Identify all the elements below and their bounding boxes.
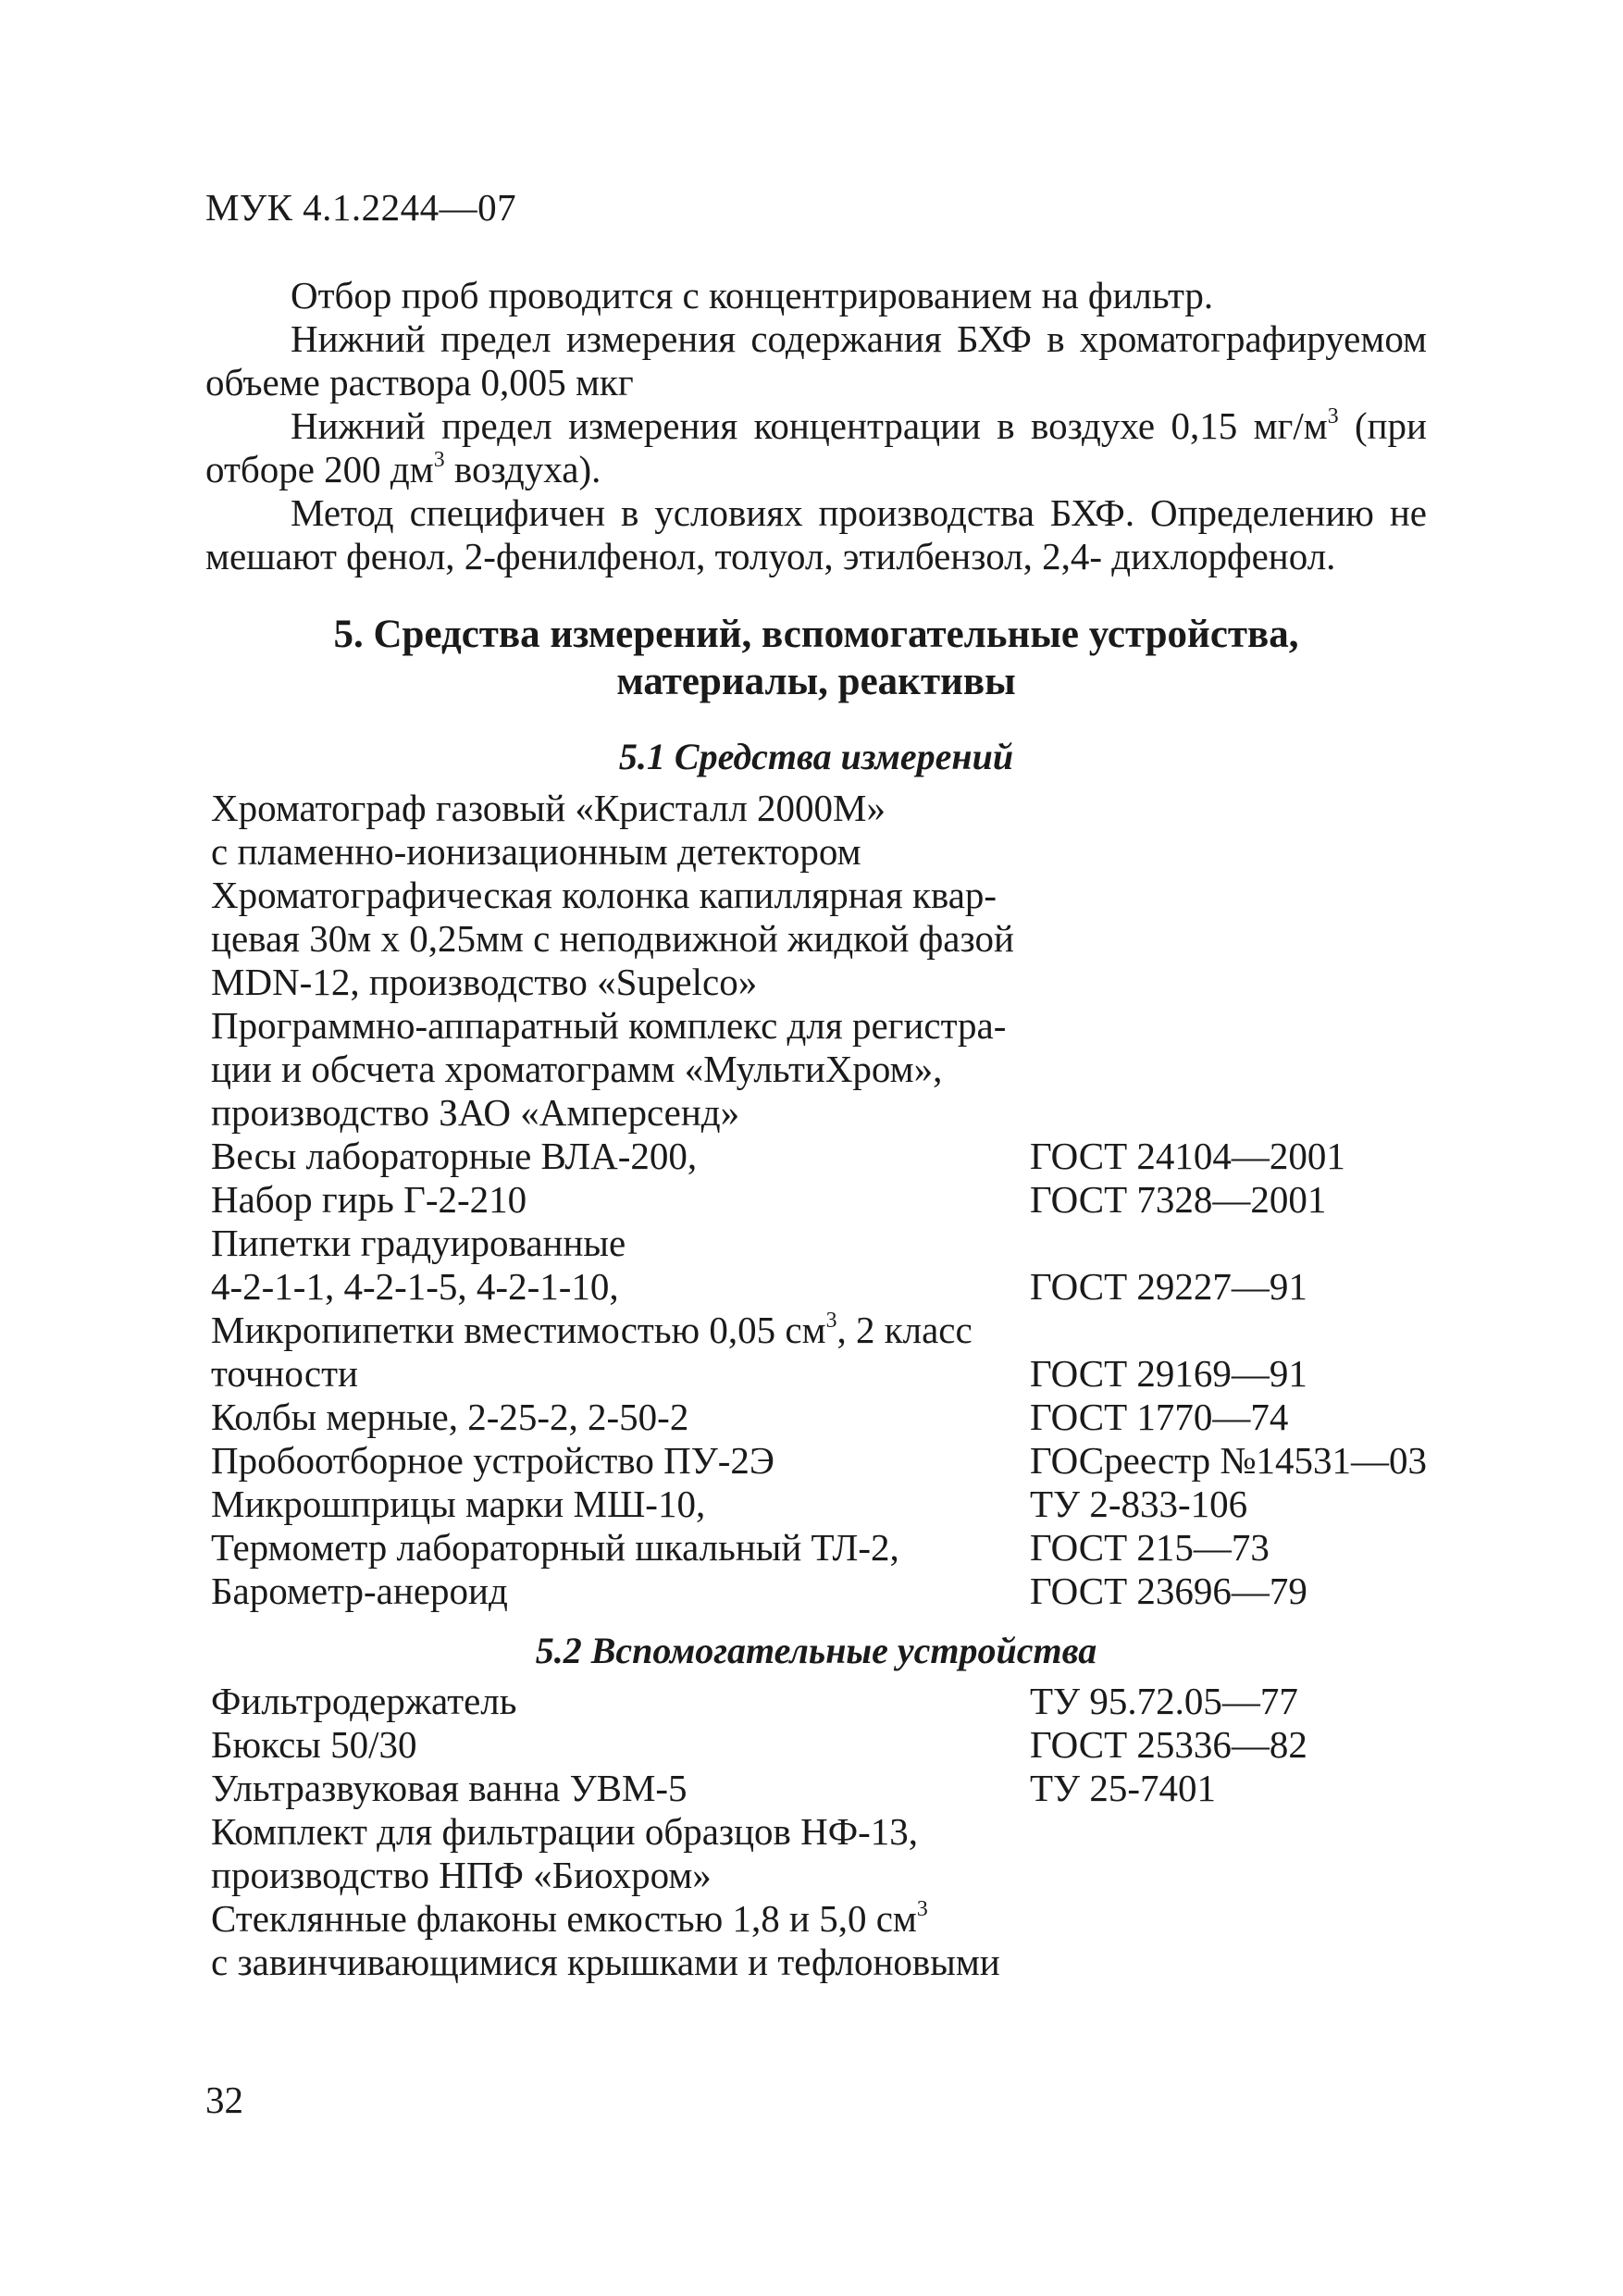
- list-item: [211, 787, 1506, 830]
- item-name: точности: [211, 1352, 358, 1395]
- item-standard: ТУ 25-7401: [1030, 1767, 1216, 1809]
- document-code: МУК 4.1.2244—07: [205, 186, 517, 229]
- list-item: [211, 1570, 1506, 1613]
- list-item: [211, 1439, 1506, 1483]
- list-item: [211, 1483, 1506, 1526]
- intro-p3-superscript-1: 3: [1327, 403, 1339, 428]
- item-name: Барометр-анероид: [211, 1570, 508, 1612]
- auxiliary-devices-list: [211, 1680, 1506, 1984]
- item-name: 4-2-1-1, 4-2-1-5, 4-2-1-10,: [211, 1265, 619, 1308]
- item-name-superscript: 3: [825, 1308, 837, 1333]
- list-item: [211, 1396, 1506, 1439]
- item-name: Программно-аппаратный комплекс для регистра-: [211, 1004, 1007, 1047]
- item-standard: ТУ 2-833-106: [1030, 1483, 1248, 1525]
- intro-paragraph-lower-limit-air: [205, 404, 1427, 491]
- item-name: Микрошприцы марки МШ-10,: [211, 1483, 706, 1525]
- item-name: цевая 30м х 0,25мм с неподвижной жидкой фазой: [211, 917, 1014, 960]
- item-name: производство ЗАО «Амперсенд»: [211, 1091, 740, 1134]
- list-item: [211, 1178, 1506, 1222]
- item-name: Ультразвуковая ванна УВМ-5: [211, 1767, 688, 1809]
- list-item: [211, 1004, 1506, 1048]
- item-standard: ГОСТ 29227—91: [1030, 1265, 1307, 1308]
- item-standard: ГОСреестр №14531—03: [1030, 1439, 1428, 1482]
- intro-p3-text-a: Нижний предел измерения концентрации в воздухе 0,15 мг/м: [291, 404, 1328, 447]
- item-name: Хроматограф газовый «Кристалл 2000М»: [211, 787, 886, 829]
- item-name: [211, 1897, 1030, 1941]
- list-item: [211, 1135, 1506, 1178]
- intro-paragraph-sampling: Отбор проб проводится с концентрированием на фильтр.: [291, 274, 1214, 316]
- section-title-line-2: материалы, реактивы: [616, 660, 1016, 703]
- list-item: [211, 1680, 1506, 1723]
- item-name: Пипетки градуированные: [211, 1222, 626, 1264]
- list-item: [211, 1941, 1506, 1984]
- item-name-superscript: 3: [916, 1896, 928, 1921]
- item-standard: ГОСТ 25336—82: [1030, 1723, 1307, 1766]
- section-title: [205, 611, 1427, 705]
- item-standard: ТУ 95.72.05—77: [1030, 1680, 1298, 1722]
- intro-text: [205, 274, 1427, 578]
- item-name: Фильтродержатель: [211, 1680, 517, 1722]
- item-standard: ГОСТ 1770—74: [1030, 1396, 1289, 1438]
- item-name: Набор гирь Г-2-210: [211, 1178, 527, 1221]
- list-item: [211, 1810, 1506, 1854]
- item-name: MDN-12, производство «Supelco»: [211, 961, 758, 1003]
- intro-paragraph-specificity: Метод специфичен в условиях производства БХФ. Определению не мешают фенол, 2-фенилфенол, толуол, этилбензол, 2,4- дихлорфенол.: [205, 491, 1427, 577]
- item-name: Пробоотборное устройство ПУ-2Э: [211, 1439, 774, 1482]
- list-item: [211, 1897, 1506, 1941]
- item-name: Термометр лабораторный шкальный ТЛ-2,: [211, 1526, 899, 1569]
- list-item: [211, 1091, 1506, 1135]
- list-item: [211, 1526, 1506, 1570]
- list-item: [211, 830, 1506, 874]
- list-item: [211, 874, 1506, 917]
- item-name: с пламенно-ионизационным детектором: [211, 830, 861, 873]
- item-name: Хроматографическая колонка капиллярная квар-: [211, 874, 997, 916]
- intro-p3-text-b: (при отборе 200 дм: [205, 404, 1427, 490]
- item-standard: ГОСТ 23696—79: [1030, 1570, 1307, 1612]
- item-name: Комплект для фильтрации образцов НФ-13,: [211, 1810, 919, 1853]
- item-name-text-b: , 2 класс: [836, 1309, 973, 1351]
- item-name: Бюксы 50/30: [211, 1723, 417, 1766]
- item-name: [211, 1309, 1030, 1352]
- intro-paragraph-lower-limit-solution: Нижний предел измерения содержания БХФ в хроматографируемом объеме раствора 0,005 мкг: [205, 317, 1427, 403]
- list-item: [211, 1265, 1506, 1309]
- item-name: производство НПФ «Биохром»: [211, 1854, 712, 1896]
- list-item: [211, 1352, 1506, 1396]
- item-standard: ГОСТ 24104—2001: [1030, 1135, 1345, 1177]
- section-title-line-1: 5. Средства измерений, вспомогательные устройства,: [333, 613, 1299, 656]
- item-standard: ГОСТ 7328—2001: [1030, 1178, 1327, 1221]
- list-item: [211, 917, 1506, 961]
- item-name: ции и обсчета хроматограмм «МультиХром»,: [211, 1048, 943, 1090]
- subsection-title-measuring: 5.1 Средства измерений: [618, 736, 1014, 777]
- list-item: [211, 1723, 1506, 1767]
- item-name: Весы лабораторные ВЛА-200,: [211, 1135, 698, 1177]
- list-item: [211, 1222, 1506, 1265]
- intro-p3-superscript-2: 3: [433, 447, 445, 472]
- item-name-text-a: Стеклянные флаконы емкостью 1,8 и 5,0 см: [211, 1897, 917, 1940]
- item-standard: ГОСТ 215—73: [1030, 1526, 1270, 1569]
- measuring-instruments-list: [211, 787, 1506, 1613]
- intro-p3-text-c: воздуха).: [444, 448, 601, 490]
- list-item: [211, 1854, 1506, 1897]
- item-name: Колбы мерные, 2-25-2, 2-50-2: [211, 1396, 689, 1438]
- item-name: с завинчивающимися крышками и тефлоновыми: [211, 1941, 1000, 1983]
- list-item: [211, 1048, 1506, 1091]
- page-number: 32: [205, 2079, 243, 2121]
- item-name-text-a: Микропипетки вместимостью 0,05 см: [211, 1309, 826, 1351]
- subsection-title-auxiliary: 5.2 Вспомогательные устройства: [535, 1630, 1097, 1671]
- list-item: [211, 1767, 1506, 1810]
- list-item: [211, 961, 1506, 1004]
- item-standard: ГОСТ 29169—91: [1030, 1352, 1307, 1395]
- list-item: [211, 1309, 1506, 1352]
